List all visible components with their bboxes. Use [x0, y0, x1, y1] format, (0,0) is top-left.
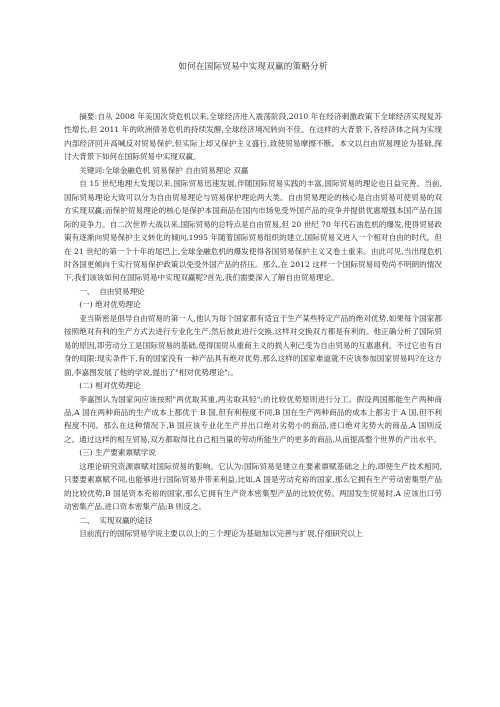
- document-body: [64, 110, 442, 541]
- absolute-advantage-paragraph: 亚当斯密是倡导自由贸易的第一人,他认为每个国家都有适宜于生产某些特定产品的绝对优势,如果每个国家都按照绝对有利的生产方式去进行专业化生产,然后彼此进行交换,这样对交换双方都是有利的。他正确分析了国际贸易的原因,即劳动分工是国际贸易的基础,使得国贸从重商主义的损人利己变为自由贸易的互惠惠利。不过它也有自身的局限:现实条件下,有的国家没有一种产品具有绝对优势,那么这样的国家难道就不应该参加国家贸易吗?在这方面,李嘉图发展了他的学说,提出了"相对优势理论";。: [64, 313, 442, 377]
- subsection-heading-1: (一) 绝对优势理论: [79, 300, 141, 310]
- subsection-heading-3: (三) 生产要素禀赋学说: [79, 448, 156, 458]
- win-win-paragraph: 目前流行的国际贸易学说主要以以上的三个理论为基础加以完善与扩展,仔细研究以上: [79, 529, 363, 539]
- comparative-advantage-paragraph: 李嘉图认为国家间应该按照"两优取其重,两劣取其轻";的比较优势原则进行分工。假设两国都能生产两种商品,A 国在两种商品的生产成本上都优于 B 国,但有利程度不同,B 国在生产两种商品的成本上都劣于 A 国,但不利程度不同。那么在这种情况下,B 国应该专业化生产并出口绝对劣势小的商品,进口绝对劣势大的商品,A 国则反之。通过这样的相互贸易,双方都取得比自己相当量的劳动所能生产的更多的商品,从而提高整个世界的产出水平。: [64, 394, 442, 444]
- document-title: 如何在国际贸易中实现双赢的策略分析: [178, 62, 328, 72]
- abstract-paragraph: 摘要:自从 2008 年美国次贷危机以来,全球经济进入震荡阶段,2010 年在经济刺激政策下全球经济实现复苏性增长,但 2011 年的欧洲债务危机的持续发酵,全球经济境况转向不佳。在这样的大背景下,各经济体之间为实现内部经济回升高喊反对贸易保护,但实际上却又保护主义盛行,致使贸易摩擦不断。本文以自由贸易理论为基础,探讨大背景下如何在国际贸易中实现双赢。: [64, 112, 442, 162]
- section-heading-2: 二、 实现双赢的途径: [79, 515, 153, 525]
- keywords-line: 关键词:全球金融危机 贸易保护 自由贸易理论 双赢: [79, 165, 249, 175]
- factor-endowment-paragraph: 这理论研究资源禀赋对国际贸易的影响。它认为:国际贸易是建立在要素禀赋基础之上的,即使生产技术相同,只要要素禀赋不同,也能够进行国际贸易并带来利益,比如,A 国是劳动充裕的国家,那么它拥有生产劳动密集型产品的比较优势,B 国是资本充裕的国家,那么它拥有生产资本密集型产品的比较优势。两国发生贸易时,A 应该出口劳动密集产品,进口资本密集产品;B 则反之。: [64, 461, 442, 512]
- section-heading-1: 一、 自由贸易理论: [79, 286, 145, 296]
- intro-paragraph: 自 15 世纪地理大发现以来,国际贸易迅速发展,伴随国际贸易实践的丰富,国际贸易的理论也日益完善。当前,国际贸易理论大致可以分为自由贸易理论与贸易保护理论两大类。自由贸易理论的核心是自由贸易可使贸易的双方实现双赢;而保护贸易理论的核心是保护本国商品在国内市场免受外国产品的竞争并提供优惠增强本国产品在国际的竞争力。自二次世界大战以来,国际贸易的总特点是自由贸易,但 20 世纪 70 年代石油危机的爆发,使得贸易政策有逐渐向贸易保护主义转化的倾向,1995 年随着国际贸易组织的建立,国际贸易又进入一个相对自由的时代。但在 21 世纪的第一个十年的尾巴上,全球金融危机的爆发使得各国贸易保护主义又卷土重来。由此可见,当出现危机时各国更倾向于实行贸易保护政策以免受外国产品的挤压。那么,在 2012 这样一个国际贸易局势尚不明朗的情况下,我们该该如何在国际贸易中实现双赢呢?首先,我们需要深入了解自由贸易理论。: [64, 179, 442, 283]
- subsection-heading-2: (二) 相对优势理论: [79, 381, 141, 391]
